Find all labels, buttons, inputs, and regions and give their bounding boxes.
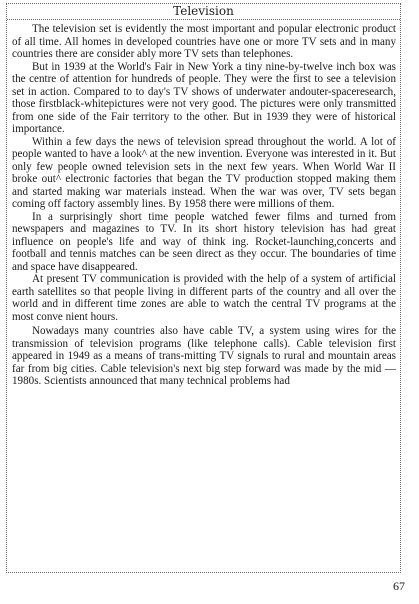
paragraph: At present TV communication is provided with the help of a system of artificial earth satellites so that people living in different parts of the country and all over the world and in different time zones are able to watch the central TV programs at the most conve nient hours. — [12, 273, 396, 323]
paragraph: In a surprisingly short time people watched fewer films and turned from newspapers and magazines to TV. In its short history television has had great influence on people's life and way of think ing. Rocket-launching,concerts and football and tennis matches can be seen direct as they occur. The boundaries of time and space have disappeared. — [12, 210, 396, 273]
paragraph: But in 1939 at the World's Fair in New York a tiny nine-by-twelve inch box was the centre of attention for hundreds of people. They were the first to see a television set in action. Compared to to day's TV shows of underwater andouter-spaceresearch, those firstblack-whitepictures were not very good. The pictures were only transmitted from one side of the Fair territory to the other. But in 1939 they were of historical importance. — [12, 60, 396, 135]
article-body — [12, 23, 396, 388]
paragraph: The television set is evidently the most important and popular electronic product of all time. All homes in developed countries have one or more TV sets and in many countries there are consider ably more TV sets than telephones. — [12, 23, 396, 60]
page-title: Television — [173, 4, 234, 18]
title-divider — [7, 19, 400, 20]
page-number: 67 — [393, 579, 405, 593]
paragraph: Within a few days the news of television spread throughout the world. A lot of people wanted to have a look^ at the new invention. Everyone was interested in it. But only few people owned television sets in the next few years. When World War II broke out^ electronic factories that began the TV production stopped making them and started making war materials instead. When the war was over, TV sets began coming off factory assembly lines. By 1958 there were millions of them. — [12, 135, 396, 210]
paragraph: Nowadays many countries also have cable TV, a system using wires for the transmission of television programs (like telephone calls). Cable television first appeared in 1949 as a means of trans-mitting TV signals to rural and mountain areas far from big cities. Cable television's next big step forward was made by the mid — 1980s. Scientists announced that many technical problems had — [12, 325, 396, 387]
page-frame — [6, 3, 401, 573]
